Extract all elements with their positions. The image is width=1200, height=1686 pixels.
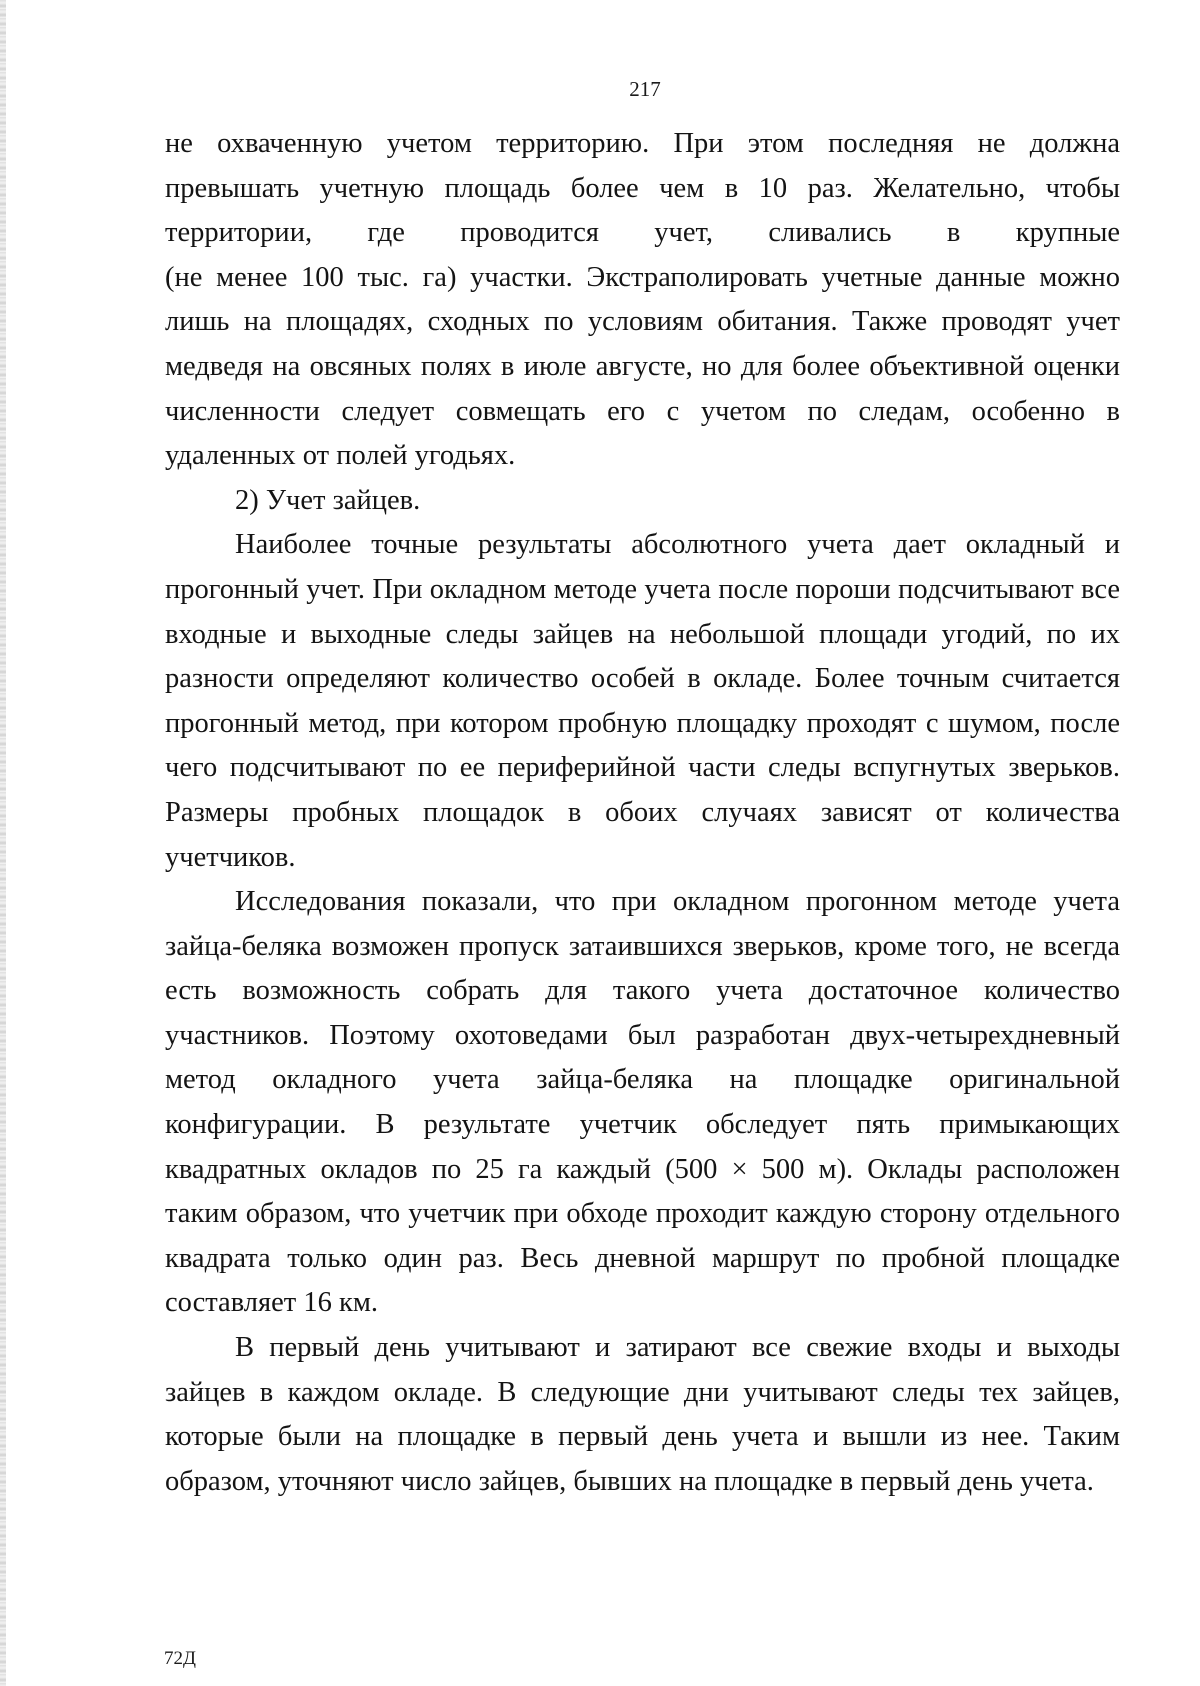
paragraph-first-day: В первый день учитывают и затирают все свежие входы и выходы зайцев в каждом окладе. В следующие дни учитывают следы тех зайцев, которые были на площадке в первый день учета и вышли из нее. Таким образом, уточняют число зайцев, бывших на площадке в первый день учета. — [165, 1332, 1120, 1497]
footer-code: 72Д — [164, 1648, 196, 1669]
paragraph-continuation-end: (не менее 100 тыс. га) участки. Экстраполировать учетные данные можно лишь на площадях, сходных по условиям обитания. Также проводят учет медведя на овсяных полях в июле августе, но для более объективной оценки численности следует совмещать его с учетом по следам, особенно в удаленных от полей угодьях. — [165, 261, 1120, 472]
paragraph-continuation-spaced-line: территории, где проводится учет, сливались в крупные — [165, 217, 1120, 249]
paragraph-research: Исследования показали, что при окладном прогонном методе учета зайца-беляка возможен пропуск затаившихся зверьков, кроме того, не всегда есть возможность собрать для такого учета достаточное количество участников. Поэтому охотоведами был разработан двух-четырехдневный метод окладного учета зайца-беляка на площадке оригинальной конфигурации. В результате учетчик обследует пять примыкающих квадратных окладов по 25 га каждый (500 × 500 м). Оклады расположен таким образом, что учетчик при обходе проходит каждую сторону отдельного квадрата только один раз. Весь дневной маршрут по пробной площадке составляет 16 км. — [165, 886, 1120, 1319]
body-text — [165, 122, 1120, 1504]
section-heading: 2) Учет зайцев. — [235, 484, 421, 516]
page-number: 217 — [629, 77, 661, 101]
paragraph-methods: Наиболее точные результаты абсолютного учета дает окладный и прогонный учет. При окладном методе учета после пороши подсчитывают все входные и выходные следы зайцев на небольшой площади угодий, по их разности определяют количество особей в окладе. Более точным считается прогонный метод, при котором пробную площадку проходят с шумом, после чего подсчитывают по ее периферийной части следы вспугнутых зверьков. Размеры пробных площадок в обоих случаях зависят от количества учетчиков. — [165, 529, 1120, 873]
scan-edge — [0, 0, 6, 1686]
paragraph-continuation-start: не охваченную учетом территорию. При этом последняя не должна превышать учетную площадь более чем в 10 раз. Желательно, чтобы — [165, 128, 1120, 204]
